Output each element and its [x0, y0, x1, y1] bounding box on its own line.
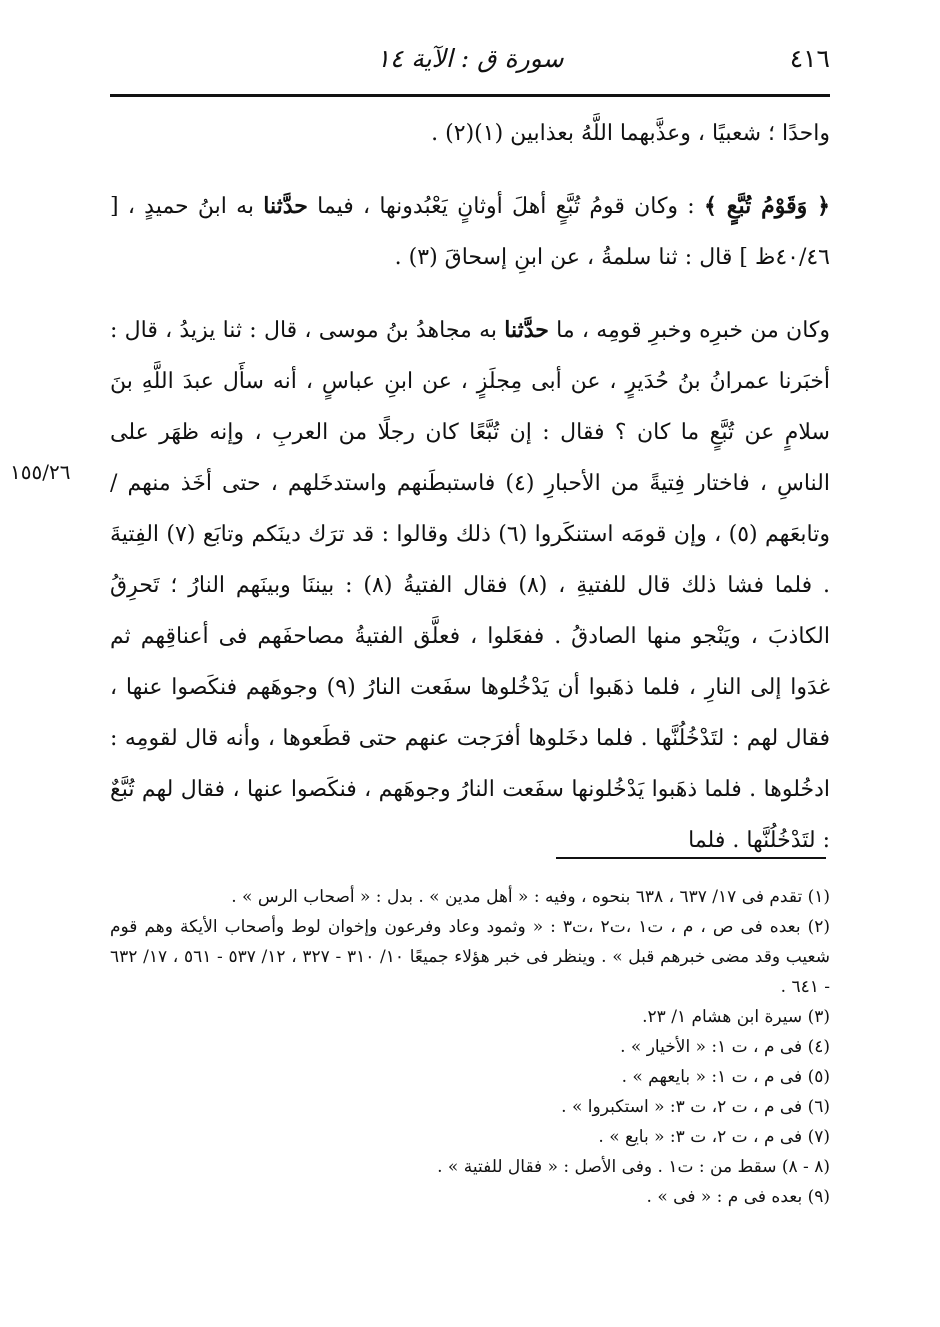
paragraph-3-start: وكان من خبرِه وخبرِ قومِه ، ما — [556, 318, 830, 343]
margin-reference: ١٥٥/٢٦ — [10, 460, 71, 484]
footnote: (٣) سيرة ابن هشام ١/ ٢٣. — [642, 1007, 830, 1027]
footnote: (٩) بعده فى م : « فى » . — [646, 1187, 830, 1207]
haddathana-keyword: حدَّثنا — [263, 193, 308, 219]
footnote: (٦) فى م ، ت ٢، ت ٣: « استكبروا » . — [561, 1097, 830, 1117]
paragraph-3-rest: به مجاهدُ بنُ موسى ، قال : ثنا يزيدُ ، قال : أخبَرنا عمرانُ بنُ حُدَيرٍ ، عن أبى مِجلَزٍ ، عن ابنِ عباسٍ ، أنه سأَل عبدَ اللَّهِ بنَ سلامٍ عن تُبَّعٍ ما كان ؟ فقال : إن تُبَّعًا كان رجلًا من العربِ ، وإنه ظهَر على الناسِ ، فاختار فِتيةً من الأحبارِ (٤) فاستبطَنهم واستدخَلهم ، حتى أخَذ منهم / وتابعَهم (٥) ، وإن قومَه استنكَروا (٦) ذلك وقالوا : قد ترَك دينَكم وتابَع (٧) الفِتيةَ . فلما فشا ذلك قال للفتيةِ ، (٨) فقال الفتيةُ (٨) : بيننَا وبينَهم النارُ ؛ تَحرِقُ الكاذبَ ، ويَنْجو منها الصادقُ . ففعَلوا ، فعلَّق الفتيةُ مصاحفَهم فى أعناقِهم ثم غدَوا إلى النارِ ، فلما ذهَبوا أن يَدْخُلوها سفَعت النارُ (٩) وجوهَهم فنكَصوا عنها ، فقال لهم : لتَدْخُلُنَّها . فلما دخَلوها أفرَجت عنهم حتى قطَعوها ، وأنه قال لقومِه : ادخُلوها . فلما ذهَبوا يَدْخُلونها سفَعت النارُ وجوهَهم ، فنكَصوا عنها ، فقال لهم تُبَّعٌ : لتَدْخُلُنَّها . فلما — [110, 318, 831, 853]
paragraph-2-rest: به ابنُ حميدٍ ، [ ٤٠/٤٦ظ ] قال : ثنا سلمةُ ، عن ابنِ إسحاقَ (٣) . — [110, 194, 830, 270]
paragraph-gap — [110, 283, 830, 305]
paragraph-2-text: : وكان قومُ تُبَّعٍ أهلَ أوثانٍ يَعْبُدونها ، فيما — [317, 194, 695, 219]
quran-quote: ﴿ وَقَوْمُ تُبَّعٍ ﴾ — [703, 193, 831, 219]
haddathana-keyword: حدَّثنا — [504, 317, 549, 343]
footnote-rule — [556, 857, 826, 859]
footnote: (٨ - ٨) سقط من : ت١ . وفى الأصل : « فقال للفتية » . — [437, 1157, 830, 1177]
paragraph-3 — [110, 305, 830, 866]
header-rule — [110, 94, 830, 97]
footnote: (٧) فى م ، ت ٢، ت ٣: « بايع » . — [598, 1127, 830, 1147]
footnote: (١) تقدم فى ١٧/ ٦٣٧ ، ٦٣٨ بنحوه ، وفيه : « أهل مدين » . بدل : « أصحاب الرس » . — [231, 887, 830, 907]
page-header — [110, 40, 830, 84]
footnote: (٤) فى م ، ت ١: « الأخيار » . — [620, 1037, 830, 1057]
footnote: (٢) بعده فى ص ، م ، ت١ ،ت٢ ،ت٣ : « وثمود وعاد وفرعون وإخوان لوط وأصحاب الأيكة وهم قوم شعيب وقد مضى خبرهم قبل » . وينظر فى خبر هؤلاء جميعًا ١٠/ ٣١٠ - ٣٢٧ ، ١٢/ ٥٣٧ - ٥٦١ ، ١٧/ ٦٣٢ - ٦٤١ . — [110, 917, 830, 997]
paragraph-gap — [110, 159, 830, 181]
page-number: ٤١٦ — [789, 44, 830, 73]
main-text — [110, 108, 830, 866]
running-title: سورة ق : الآية ١٤ — [376, 44, 564, 73]
paragraph-1: واحدًا ؛ شعبيًا ، وعذَّبهما اللَّهُ بعذابين (١)(٢) . — [431, 121, 830, 146]
paragraph-2 — [110, 181, 830, 283]
footnotes — [110, 882, 830, 1212]
footnote: (٥) فى م ، ت ١: « بايعهم » . — [621, 1067, 830, 1087]
